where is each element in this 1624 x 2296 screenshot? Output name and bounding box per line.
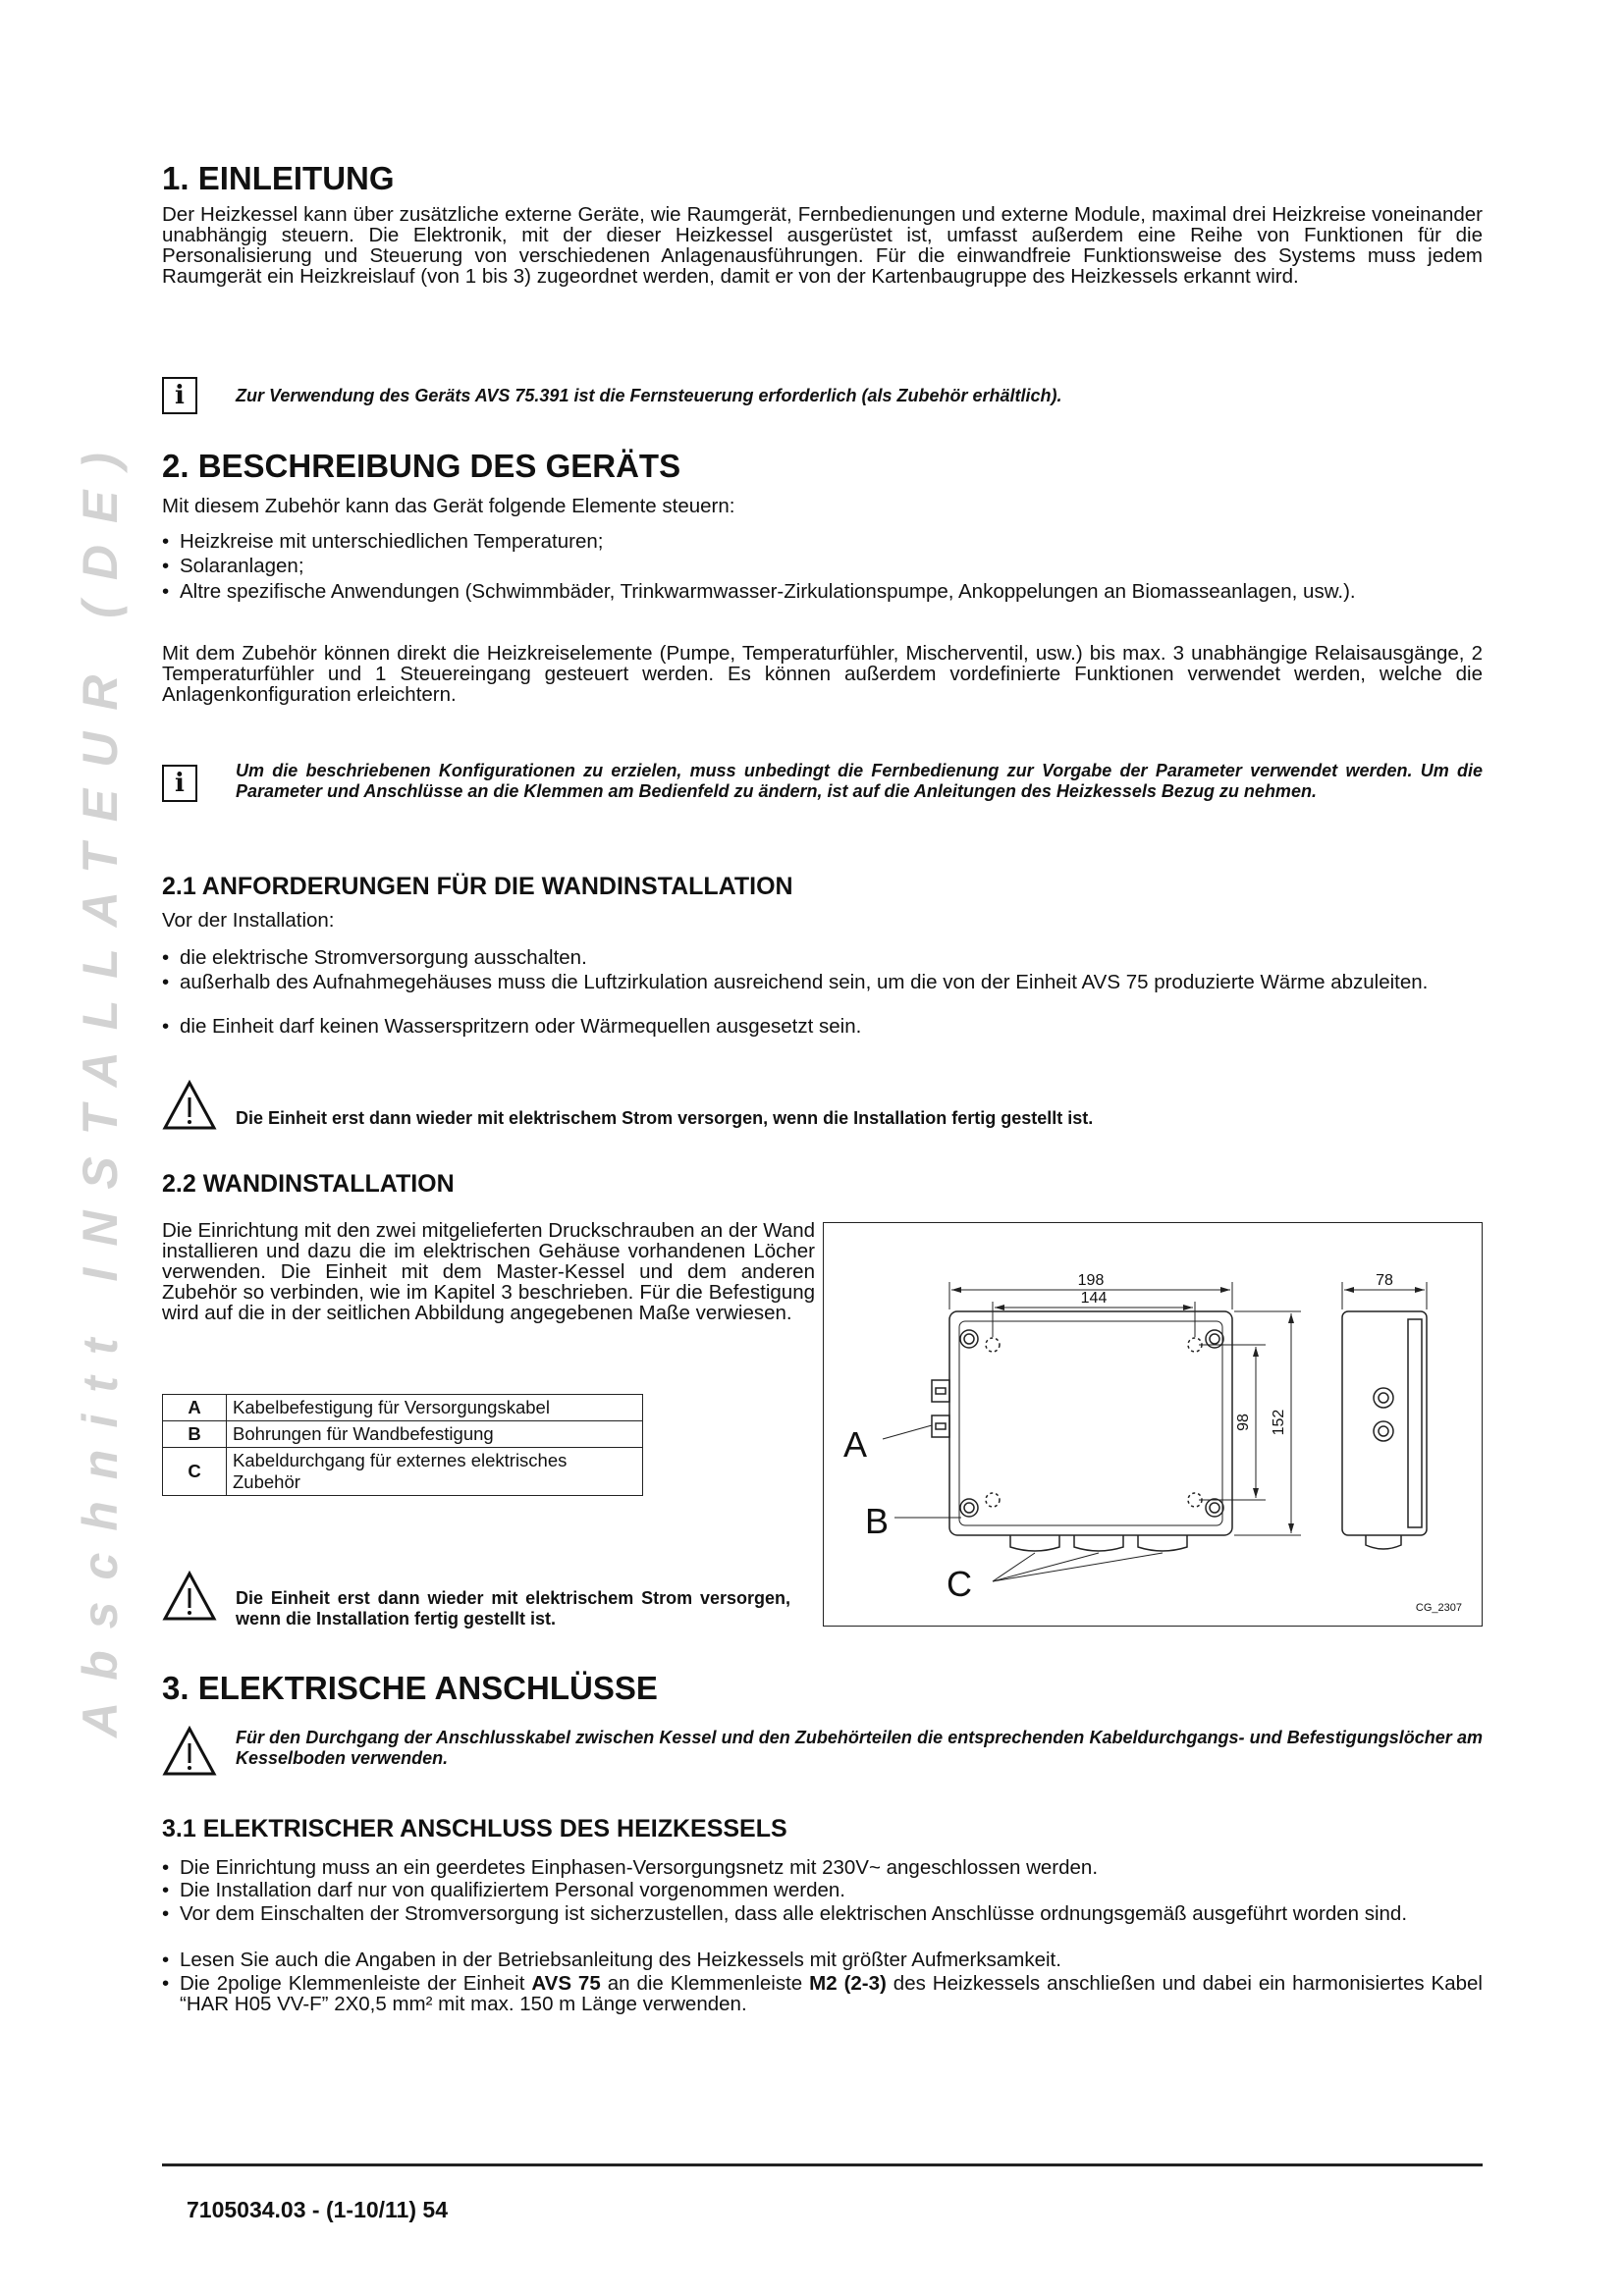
text-bold-avs75: AVS 75 [531,1972,601,1995]
dim-holes-y: 98 [1235,1414,1252,1431]
paragraph-einleitung: Der Heizkessel kann über zusätzliche externe Geräte, wie Raumgerät, Fernbedienungen und externe Module, maximal drei Heizkreise voneinander unabhängig steuern. Die Elektronik, mit der dieser Heizkessel ausgerüstet ist, umfasst außerdem eine Reihe von Funktionen für die Personalisierung und Steuerung von verschiedenen Anlagenausführungen. Für die einwandfreie Funktionsweise des Systems muss jedem Raumgerät ein Heizkreislauf (von 1 bis 3) zugeordnet werden, damit er von der Kartenbaugruppe des Heizkessels erkannt wird. [162,203,1483,288]
legend-desc: Kabeldurchgang für externes elektrisches Zubehör [227,1448,643,1496]
warning-icon [162,1726,217,1777]
heading-elektrische-anschluesse: 3. ELEKTRISCHE ANSCHLÜSSE [162,1670,658,1706]
dim-width: 198 [1077,1272,1105,1289]
label-a: A [843,1424,868,1465]
paragraph-beschreibung: Mit dem Zubehör können direkt die Heizkreiselemente (Pumpe, Temperaturfühler, Mischerventil, usw.) bis max. 3 unabhängige Relaisausgänge, 2 Temperaturfühler und 1 Steuereingang gesteuert werden. Es können außerdem vordefinierte Funktionen verwendet werden, welche die Anlagenkonfiguration erleichtern. [162,642,1483,706]
legend-desc: Bohrungen für Wandbefestigung [227,1421,643,1448]
heading-beschreibung: 2. BESCHREIBUNG DES GERÄTS [162,448,681,484]
legend-table [162,1394,643,1496]
note-fernbedienung: Um die beschriebenen Konfigurationen zu erzielen, muss unbedingt die Fernbedienung zur Vorgabe der Parameter verwendet werden. Um die Parameter und Anschlüsse an die Klemmen am Bedienfeld zu ändern, ist auf die Anleitungen des Heizkessels Bezug zu nehmen. [236,761,1483,801]
heading-anforderungen: 2.1 ANFORDERUNGEN FÜR DIE WANDINSTALLATION [162,873,793,900]
warning-strom-2: Die Einheit erst dann wieder mit elektrischem Strom versorgen, wenn die Installation fertig gestellt ist. [236,1588,790,1629]
label-b: B [865,1501,890,1541]
note-avs75: Zur Verwendung des Geräts AVS 75.391 ist die Fernsteuerung erforderlich (als Zubehör erhältlich). [236,386,1062,405]
heading-wandinstallation: 2.2 WANDINSTALLATION [162,1170,455,1198]
paragraph-vor-installation: Vor der Installation: [162,909,335,932]
warning-icon [162,1571,217,1622]
legend-key: B [163,1421,227,1448]
warning-strom: Die Einheit erst dann wieder mit elektrischem Strom versorgen, wenn die Installation fertig gestellt ist. [236,1108,1094,1128]
table-row [163,1395,643,1421]
footer-divider [162,2163,1483,2166]
dim-depth: 78 [1376,1272,1393,1289]
mounting-drawing [823,1222,1483,1627]
text-run: Die 2polige Klemmenleiste der Einheit [180,1972,532,1995]
side-section-label: Abschnitt INSTALLATEUR (DE) [73,431,128,1737]
text-run: des Heizkessels anschließen und dabei ein harmonisiertes Kabel “HAR H05 VV-F” 2X0,5 mm² mit max. 150 m Länge verwenden. [180,1972,1483,2015]
dim-height: 152 [1271,1409,1287,1436]
figure-code: CG_2307 [1415,1602,1462,1614]
warning-icon [162,1080,217,1131]
table-row [163,1421,643,1448]
dim-holes-x: 144 [1080,1290,1108,1307]
heading-einleitung: 1. EINLEITUNG [162,160,395,196]
info-icon: i [162,377,197,414]
paragraph-beschreibung-intro: Mit diesem Zubehör kann das Gerät folgende Elemente steuern: [162,495,735,517]
text-run: an die Klemmenleiste [600,1972,810,1995]
table-row [163,1448,643,1496]
mounting-drawing-svg [824,1223,1484,1628]
paragraph-wandinstallation: Die Einrichtung mit den zwei mitgelieferten Druckschrauben an der Wand installieren und dazu die im elektrischen Gehäuse vorhandenen Löcher verwenden. Die Einheit mit dem Master-Kessel und dem anderen Zubehör so verbinden, wie im Kapitel 3 beschrieben. Für die Befestigung wird auf die in der seitlichen Abbildung angegebenen Maße verwiesen. [162,1219,815,1324]
label-c: C [947,1564,972,1604]
warning-kabeldurchgang: Für den Durchgang der Anschlusskabel zwischen Kessel und den Zubehörteilen die entsprechenden Kabeldurchgangs- und Befestigungslöcher am Kesselboden verwenden. [236,1728,1483,1768]
footer-doc-number: 7105034.03 - (1-10/11) 54 [187,2197,448,2222]
heading-anschluss-heizkessel: 3.1 ELEKTRISCHER ANSCHLUSS DES HEIZKESSELS [162,1815,787,1842]
info-icon: i [162,765,197,802]
text-bold-m2: M2 (2-3) [809,1972,887,1995]
legend-desc: Kabelbefestigung für Versorgungskabel [227,1395,643,1421]
legend-key: A [163,1395,227,1421]
legend-key: C [163,1448,227,1496]
